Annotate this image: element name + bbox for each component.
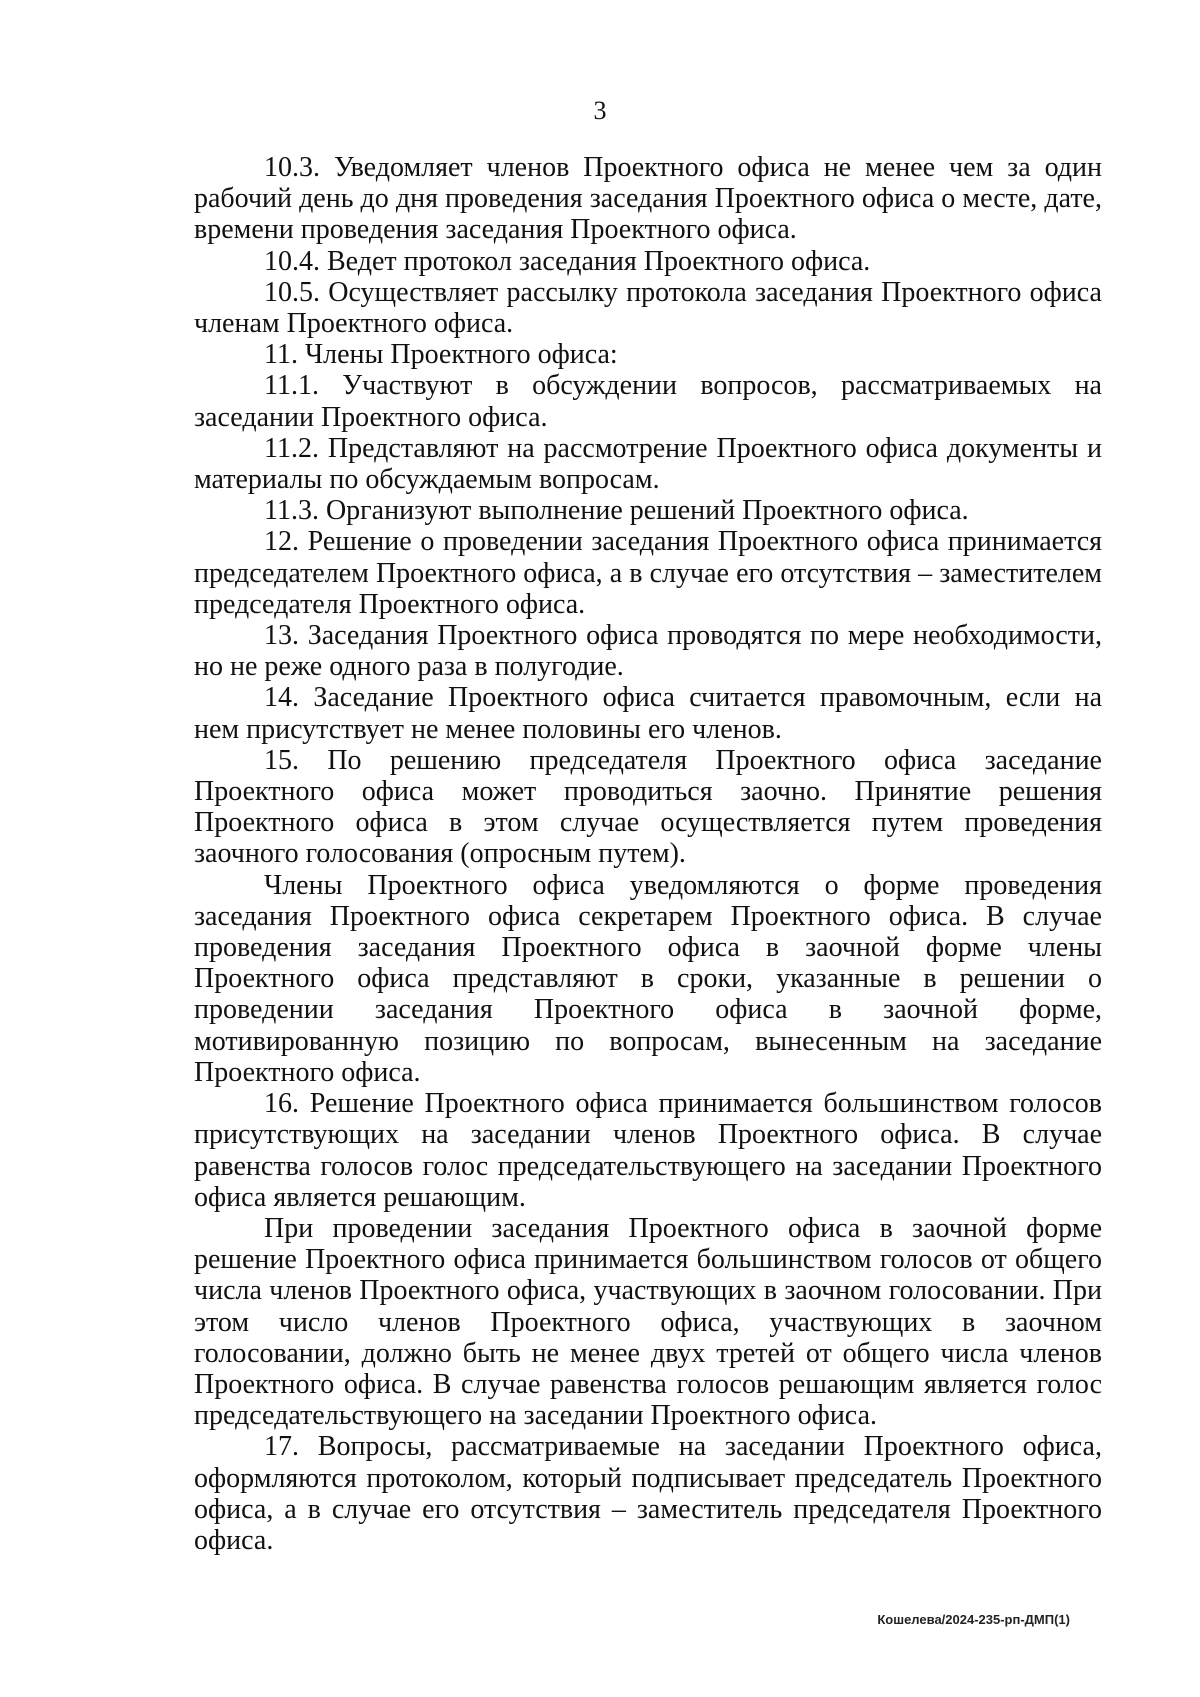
paragraph-11-1: 11.1. Участвуют в обсуждении вопросов, рассматриваемых на заседании Проектного офиса. <box>194 370 1102 433</box>
paragraph-13: 13. Заседания Проектного офиса проводятся по мере необходимости, но не реже одного раза в полугодие. <box>194 620 1102 683</box>
paragraph-11-2: 11.2. Представляют на рассмотрение Проектного офиса документы и материалы по обсуждаемым вопросам. <box>194 432 1102 496</box>
paragraph-15-continued: Члены Проектного офиса уведомляются о форме проведения заседания Проектного офиса секретарем Проектного офиса. В случае проведения заседания Проектного офиса в заочной форме члены Проектного офиса представляют в сроки, указанные в решении о проведении заседания Проектного офиса в заочной форме, мотивированную позицию по вопросам, вынесенным на заседание Проектного офиса. <box>194 869 1102 1088</box>
paragraph-10-5: 10.5. Осуществляет рассылку протокола заседания Проектного офиса членам Проектного офиса. <box>194 276 1102 340</box>
paragraph-11-3: 11.3. Организуют выполнение решений Проектного офиса. <box>264 495 969 527</box>
paragraph-10-3: 10.3. Уведомляет членов Проектного офиса не менее чем за один рабочий день до дня проведения заседания Проектного офиса о месте, дате, времени проведения заседания Проектного офиса. <box>194 152 1102 246</box>
paragraph-11: 11. Члены Проектного офиса: <box>264 339 618 371</box>
document-code-footer: Кошелева/2024-235-рп-ДМП(1) <box>877 1612 1070 1627</box>
paragraph-15: 15. По решению председателя Проектного офиса заседание Проектного офиса может проводиться заочно. Принятие решения Проектного офиса в этом случае осуществляется путем проведения заочного голосования (опросным путем). <box>194 744 1102 870</box>
document-body <box>194 152 1102 1556</box>
paragraph-16: 16. Решение Проектного офиса принимается большинством голосов присутствующих на заседании членов Проектного офиса. В случае равенства голосов голос председательствующего на заседании Проектного офиса является решающим. <box>194 1088 1102 1213</box>
page-number: 3 <box>593 96 607 125</box>
paragraph-10-4: 10.4. Ведет протокол заседания Проектного офиса. <box>264 245 871 277</box>
paragraph-16-continued: При проведении заседания Проектного офиса в заочной форме решение Проектного офиса принимается большинством голосов от общего числа членов Проектного офиса, участвующих в заочном голосовании. При этом число членов Проектного офиса, участвующих в заочном голосовании, должно быть не менее двух третей от общего числа членов Проектного офиса. В случае равенства голосов решающим является голос председательствующего на заседании Проектного офиса. <box>194 1212 1102 1432</box>
paragraph-12: 12. Решение о проведении заседания Проектного офиса принимается председателем Проектного офиса, а в случае его отсутствия – заместителем председателя Проектного офиса. <box>194 526 1102 620</box>
paragraph-17: 17. Вопросы, рассматриваемые на заседании Проектного офиса, оформляются протоколом, который подписывает председатель Проектного офиса, а в случае его отсутствия – заместитель председателя Проектного офиса. <box>194 1431 1102 1556</box>
paragraph-14: 14. Заседание Проектного офиса считается правомочным, если на нем присутствует не менее половины его членов. <box>194 682 1102 745</box>
